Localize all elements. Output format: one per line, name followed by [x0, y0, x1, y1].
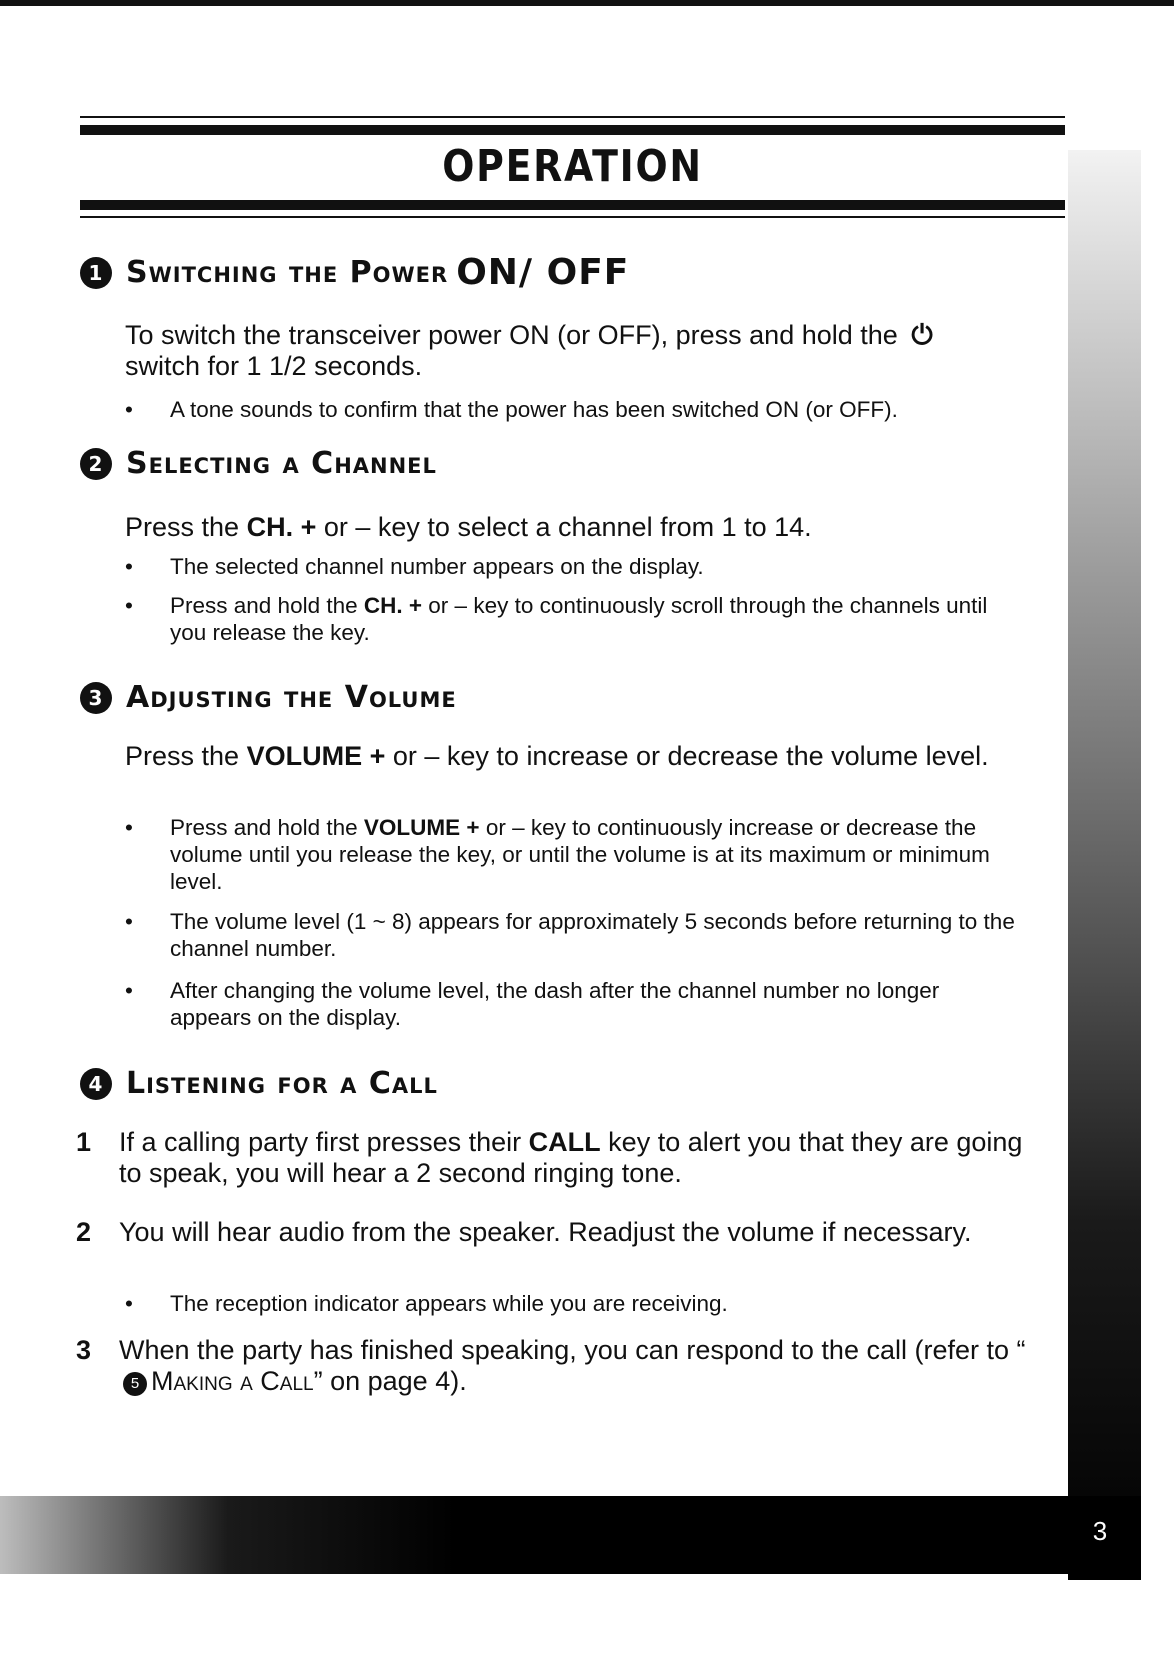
section-title-text: Listening for a Call — [126, 1066, 438, 1101]
bullet-text: The volume level (1 ~ 8) appears for approximately 5 seconds before returning to the channel number. — [170, 909, 1015, 961]
step-number: 2 — [76, 1217, 92, 1247]
bullet-text: or – key to continuously scroll through the channels until you release the key. — [170, 593, 988, 645]
list-item — [125, 908, 1025, 962]
bullet-icon: • — [125, 978, 133, 1003]
list-item — [125, 814, 1025, 895]
footer-band — [0, 1496, 1141, 1574]
list-item — [125, 977, 1025, 1031]
bullet-icon: • — [125, 815, 133, 840]
key-name: VOLUME + — [246, 741, 386, 771]
bullet-text: The reception indicator appears while you are receiving. — [170, 1291, 728, 1316]
step-text: key to alert you that they are going to speak, you will hear a 2 second ringing tone. — [119, 1127, 1023, 1188]
list-item — [125, 396, 1025, 423]
key-name: CALL — [528, 1127, 601, 1157]
section-title-power — [80, 252, 629, 293]
step-item — [76, 1127, 1046, 1189]
step-item — [76, 1217, 1046, 1248]
reference-title: Making a Call — [151, 1366, 314, 1396]
bullet-icon: • — [125, 1291, 133, 1316]
power-instructions-text: To switch the transceiver power ON (or OFF), press and hold the — [125, 320, 898, 350]
bullet-text: A tone sounds to confirm that the power has been switched ON (or OFF). — [170, 397, 898, 422]
section-title-emphasis: ON/ OFF — [456, 252, 630, 293]
volume-instructions — [125, 741, 1025, 772]
bullet-text: After changing the volume level, the dash after the channel number no longer appears on the display. — [170, 978, 940, 1030]
bullet-text: The selected channel number appears on the display. — [170, 554, 704, 579]
reference-number-badge: 5 — [123, 1372, 147, 1396]
page-title: OPERATION — [442, 141, 703, 192]
instruction-text: or – key to select a channel from 1 to 14. — [323, 512, 812, 542]
section-title-channel — [80, 446, 437, 481]
section-number-badge: 3 — [80, 682, 112, 714]
power-instructions-text-2: switch for 1 1/2 seconds. — [125, 351, 423, 381]
key-name: CH. + — [363, 593, 423, 618]
key-name: CH. + — [246, 512, 317, 542]
page-number: 3 — [1092, 1516, 1108, 1546]
list-item — [125, 592, 1025, 646]
header-rule-thin-bottom — [80, 216, 1065, 218]
instruction-text: or – key to increase or decrease the volume level. — [392, 741, 989, 771]
bullet-text: or – key to continuously increase or decrease the volume until you release the key, or until the volume is at its maximum or minimum level. — [170, 815, 990, 894]
side-tab-band — [1068, 150, 1141, 1580]
bullet-icon: • — [125, 554, 133, 579]
step-text: If a calling party first presses their — [119, 1127, 522, 1157]
step-text: ” on page 4). — [313, 1366, 467, 1396]
power-instructions — [125, 320, 1025, 382]
bullet-icon: • — [125, 909, 133, 934]
section-title-volume — [80, 680, 457, 715]
section-title-text: Adjusting the Volume — [126, 680, 457, 715]
channel-instructions — [125, 512, 1025, 543]
section-title-text: Switching the Power — [126, 255, 449, 290]
bullet-icon: • — [125, 593, 133, 618]
top-edge — [0, 0, 1174, 6]
step-number: 3 — [76, 1335, 92, 1365]
step-number: 1 — [76, 1127, 92, 1157]
section-title-listening — [80, 1066, 438, 1101]
section-number-badge: 2 — [80, 448, 112, 480]
step-text: You will hear audio from the speaker. Readjust the volume if necessary. — [119, 1217, 972, 1247]
instruction-text: Press the — [125, 741, 240, 771]
power-icon: ⏻ — [911, 320, 933, 350]
bullet-icon: • — [125, 397, 133, 422]
header-rule-thick-bottom — [80, 200, 1065, 210]
instruction-text: Press the — [125, 512, 240, 542]
list-item — [125, 1290, 1025, 1317]
key-name: VOLUME + — [363, 815, 480, 840]
step-item — [76, 1335, 1046, 1397]
list-item — [125, 553, 1025, 580]
bullet-text: Press and hold the — [170, 815, 358, 840]
header-rule-thin-top — [80, 116, 1065, 118]
header-rule-thick-top — [80, 125, 1065, 135]
section-title-text: Selecting a Channel — [126, 446, 437, 481]
bullet-text: Press and hold the — [170, 593, 358, 618]
section-number-badge: 1 — [80, 257, 112, 289]
step-text: When the party has finished speaking, you can respond to the call (refer to “ — [119, 1335, 1026, 1365]
section-number-badge: 4 — [80, 1068, 112, 1100]
